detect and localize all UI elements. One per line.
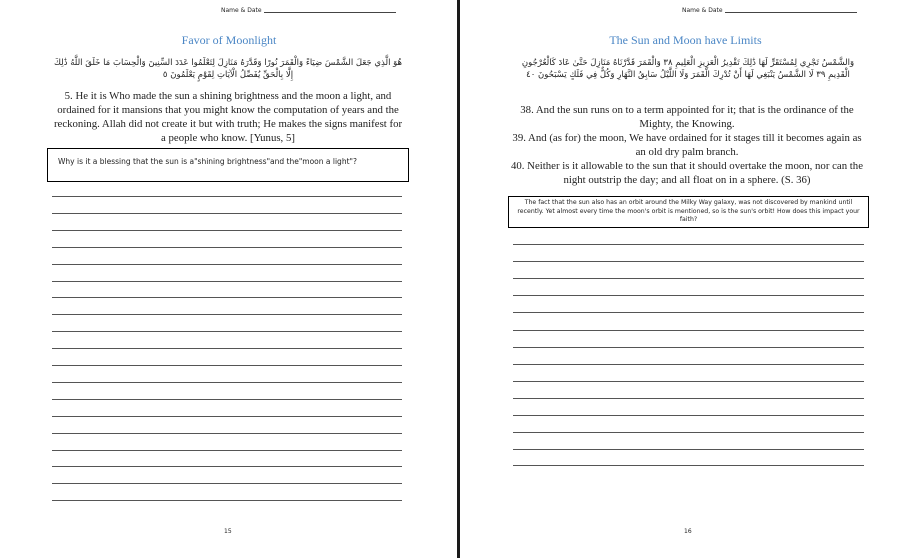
verse-40: 40. Neither is it allowable to the sun that it should overtake the moon, nor can the night outstrip the day; and all float on in a sphere. (S. 36) bbox=[510, 160, 864, 186]
answer-line[interactable] bbox=[52, 213, 402, 214]
answer-line[interactable] bbox=[52, 483, 402, 484]
answer-line[interactable] bbox=[513, 364, 864, 365]
answer-line[interactable] bbox=[513, 381, 864, 382]
answer-line[interactable] bbox=[513, 465, 864, 466]
name-date-field bbox=[221, 7, 396, 14]
answer-line[interactable] bbox=[513, 278, 864, 279]
page-title: Favor of Moonlight bbox=[181, 33, 277, 47]
page-number: 15 bbox=[224, 528, 232, 535]
verse-translation: 5. He it is Who made the sun a shining brightness and the moon a light, and ordained for it mansions that you might know the computation of years and the reckoning. Allah did not create it but with truth; He makes the signs manifest for a people who know. [Yunus, 5] bbox=[53, 90, 403, 144]
answer-line[interactable] bbox=[52, 382, 402, 383]
answer-line[interactable] bbox=[52, 297, 402, 298]
arabic-verse: وَالشَّمْسُ تَجْرِي لِمُسْتَقَرٍّ لَهَا ذَٰلِكَ تَقْدِيرُ الْعَزِيزِ الْعَلِيمِ ٣٨ وَالْقَمَرَ قَدَّرْنَاهُ مَنَازِلَ حَتَّىٰ عَادَ كَالْعُرْجُونِ الْقَدِيمِ ٣٩ لَا الشَّمْسُ يَنْبَغِي لَهَا أَنْ تُدْرِكَ الْقَمَرَ وَلَا اللَّيْلُ سَابِقُ النَّهَارِ وَكُلٌّ فِي فَلَكٍ يَسْبَحُونَ ٤٠ bbox=[521, 58, 855, 80]
page-number: 16 bbox=[684, 528, 692, 535]
answer-line[interactable] bbox=[52, 314, 402, 315]
answer-line[interactable] bbox=[513, 347, 864, 348]
answer-line[interactable] bbox=[52, 466, 402, 467]
arabic-verse: هُوَ الَّذِي جَعَلَ الشَّمْسَ ضِيَاءً وَالْقَمَرَ نُورًا وَقَدَّرَهُ مَنَازِلَ لِتَعْلَمُوا عَدَدَ السِّنِينَ وَالْحِسَابَ مَا خَلَقَ اللَّهُ ذَٰلِكَ إِلَّا بِالْحَقِّ يُفَصِّلُ الْآيَاتِ لِقَوْمٍ يَعْلَمُونَ ٥ bbox=[53, 58, 403, 80]
worksheet-page-right bbox=[460, 0, 911, 558]
name-date-line[interactable] bbox=[264, 12, 396, 13]
answer-line[interactable] bbox=[52, 500, 402, 501]
answer-line[interactable] bbox=[513, 295, 864, 296]
name-date-line[interactable] bbox=[725, 12, 857, 13]
verse-38: 38. And the sun runs on to a term appointed for it; that is the ordinance of the Mighty, the Knowing. bbox=[520, 104, 854, 130]
answer-line[interactable] bbox=[513, 449, 864, 450]
question-box bbox=[508, 196, 869, 228]
answer-line[interactable] bbox=[52, 281, 402, 282]
question-text: Why is it a blessing that the sun is a"shining brightness"and the"moon a light"? bbox=[58, 157, 357, 166]
name-date-field bbox=[682, 7, 857, 14]
name-date-label: Name & Date bbox=[682, 7, 723, 14]
answer-line[interactable] bbox=[52, 450, 402, 451]
answer-line[interactable] bbox=[513, 415, 864, 416]
verse-39: 39. And (as for) the moon, We have ordained for it stages till it becomes again as an old dry palm branch. bbox=[512, 132, 862, 158]
answer-line[interactable] bbox=[52, 399, 402, 400]
answer-line[interactable] bbox=[513, 330, 864, 331]
answer-line[interactable] bbox=[52, 196, 402, 197]
answer-lines[interactable] bbox=[52, 196, 402, 501]
answer-line[interactable] bbox=[52, 264, 402, 265]
answer-line[interactable] bbox=[52, 416, 402, 417]
question-text: The fact that the sun also has an orbit around the Milky Way galaxy, was not discovered by mankind until recently. Yet almost every time the moon's orbit is mentioned, so is the sun's orbit! How does this impact your faith? bbox=[517, 199, 860, 223]
answer-line[interactable] bbox=[52, 348, 402, 349]
answer-line[interactable] bbox=[52, 433, 402, 434]
question-box bbox=[47, 148, 409, 182]
page-title: The Sun and Moon have Limits bbox=[609, 33, 762, 47]
answer-line[interactable] bbox=[52, 331, 402, 332]
answer-line[interactable] bbox=[513, 244, 864, 245]
answer-line[interactable] bbox=[513, 261, 864, 262]
answer-line[interactable] bbox=[513, 432, 864, 433]
answer-line[interactable] bbox=[52, 247, 402, 248]
answer-line[interactable] bbox=[513, 312, 864, 313]
answer-line[interactable] bbox=[52, 365, 402, 366]
name-date-label: Name & Date bbox=[221, 7, 262, 14]
answer-line[interactable] bbox=[52, 230, 402, 231]
answer-lines[interactable] bbox=[513, 244, 864, 466]
answer-line[interactable] bbox=[513, 398, 864, 399]
